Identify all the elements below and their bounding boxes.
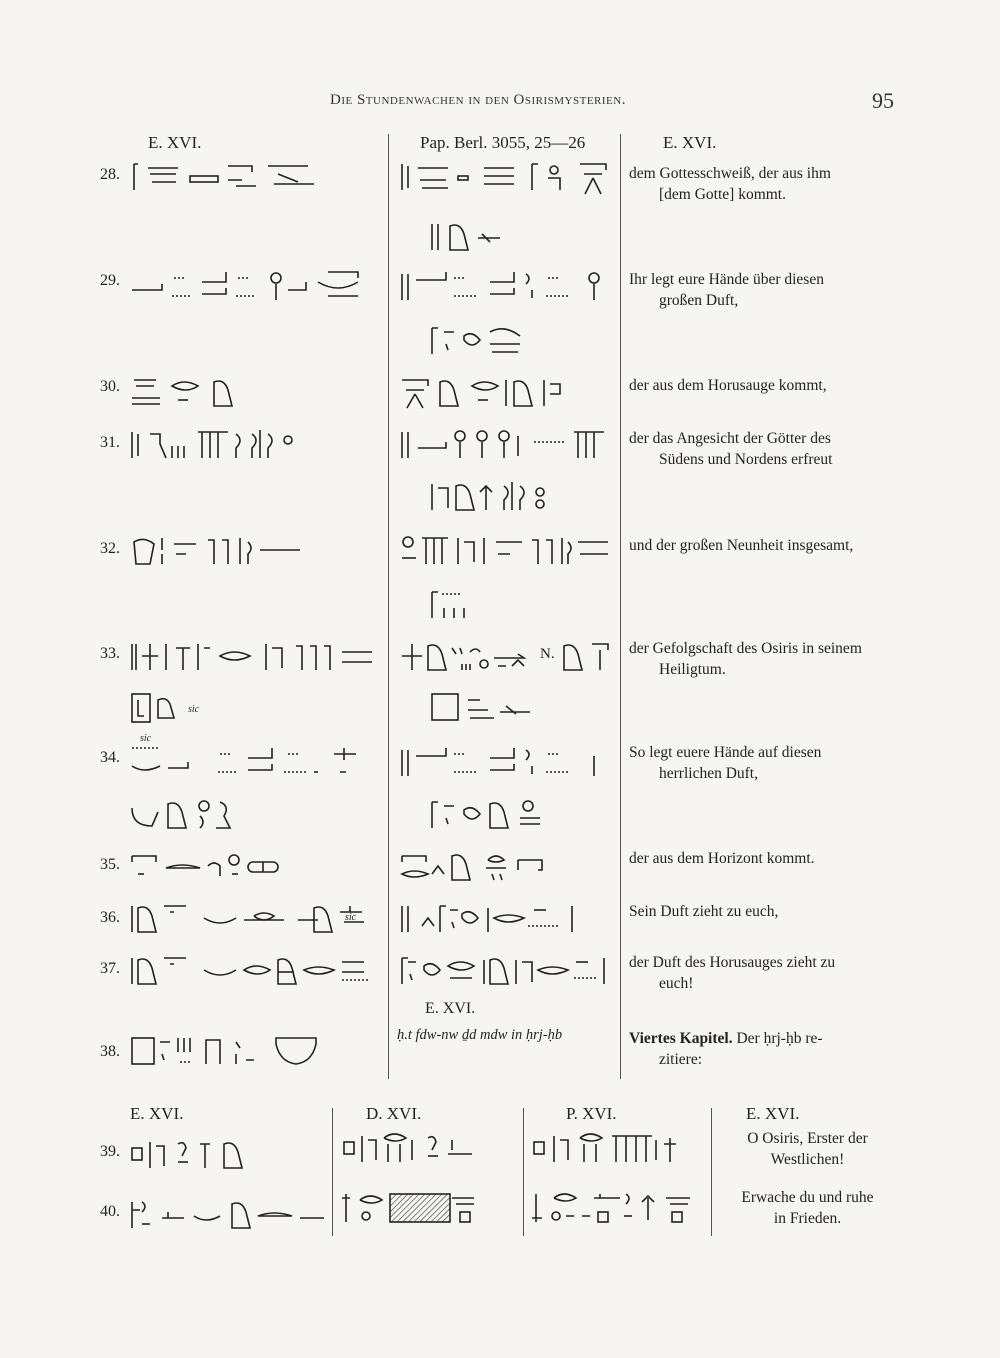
translation-33: der Gefolgschaft des Osiris in seinem Heiligtum.: [629, 640, 862, 678]
translation-30: der aus dem Horusauge kommt,: [629, 377, 827, 394]
hieroglyph-group: [398, 848, 558, 884]
line-number: 33.: [100, 645, 120, 662]
line-number: 36.: [100, 909, 120, 926]
line-number: 38.: [100, 1043, 120, 1060]
hieroglyph-group: [398, 900, 588, 936]
running-title: Die Stundenwachen in den Osirismysterien.: [330, 92, 626, 108]
bottom-header-e16-right: E. XVI.: [746, 1104, 800, 1123]
bottom-rule-3: [711, 1108, 712, 1236]
hieroglyph-group: [428, 218, 508, 254]
hieroglyph-group: [530, 1130, 690, 1166]
translation-36: Sein Duft zieht zu euch,: [629, 903, 779, 920]
line-number: 31.: [100, 434, 120, 451]
column-header-right: E. XVI.: [663, 133, 717, 152]
bottom-rule-2: [523, 1108, 524, 1236]
hieroglyph-group: [428, 586, 478, 622]
hieroglyph-group: [128, 160, 323, 196]
column-rule-right: [620, 134, 621, 1079]
column-header-left: E. XVI.: [148, 133, 202, 152]
hieroglyph-group: [128, 690, 183, 726]
transliteration: ḥ.t fdw-nw ḏd mdw in ḥrj-ḥb: [397, 1027, 563, 1043]
line-number: 37.: [100, 960, 120, 977]
line-number: 28.: [100, 166, 120, 183]
hieroglyph-group: [128, 744, 368, 780]
bottom-header-e16: E. XVI.: [130, 1104, 184, 1123]
mid-e16-label: E. XVI.: [425, 1000, 476, 1017]
bottom-header-p16: P. XVI.: [566, 1104, 617, 1123]
sic-label: sic: [140, 733, 152, 744]
hieroglyph-group: [398, 952, 613, 988]
column-rule-left: [388, 134, 389, 1079]
sic-label: sic: [188, 704, 200, 715]
translation-31: der das Angesicht der Götter des Südens und Nordens erfreut: [629, 430, 833, 468]
hieroglyph-group: [340, 1130, 490, 1166]
hieroglyph-group: [530, 1190, 700, 1226]
line-number: 40.: [100, 1203, 120, 1220]
hieroglyph-group: [128, 796, 248, 832]
hieroglyph-group: [128, 900, 378, 936]
hieroglyph-group: [398, 268, 613, 304]
hieroglyph-group: [428, 796, 558, 832]
hieroglyph-group: [128, 532, 318, 568]
hieroglyph-group: [340, 1190, 480, 1226]
line-number: 32.: [100, 540, 120, 557]
hieroglyph-group: [428, 690, 538, 726]
line-number: 30.: [100, 378, 120, 395]
page-number: 95: [872, 88, 894, 113]
hieroglyph-group: [128, 268, 368, 304]
hieroglyph-group: [128, 1034, 328, 1070]
line-number: 35.: [100, 856, 120, 873]
hieroglyph-group: [560, 638, 615, 674]
translation-39: O Osiris, Erster der Westlichen!: [747, 1130, 868, 1168]
translation-34: So legt euere Hände auf diesen herrlichen Duft,: [629, 744, 822, 782]
hieroglyph-group: [398, 160, 613, 196]
line-number: 29.: [100, 272, 120, 289]
line-number: 39.: [100, 1143, 120, 1160]
hieroglyph-group: [128, 374, 248, 410]
translation-40: Erwache du und ruhe in Frieden.: [741, 1189, 874, 1227]
n-marker: N.: [540, 646, 555, 662]
hieroglyph-group: [128, 848, 308, 884]
line-number: 34.: [100, 749, 120, 766]
hieroglyph-group: [398, 744, 613, 780]
hieroglyph-group: [398, 426, 613, 462]
translation-35: der aus dem Horizont kommt.: [629, 850, 815, 867]
translation-29: Ihr legt eure Hände über diesen großen Duft,: [629, 271, 824, 309]
hieroglyph-group: [398, 638, 538, 674]
chapter-heading: Viertes Kapitel. Der ḥrj-ḥb re- zitiere:: [629, 1030, 823, 1068]
hieroglyph-group: [128, 1196, 328, 1232]
hieroglyph-group: [128, 426, 298, 462]
chapter-title: Viertes Kapitel.: [629, 1030, 733, 1047]
sic-label: sic: [345, 912, 357, 923]
hieroglyph-group: [128, 952, 378, 988]
bottom-header-d16: D. XVI.: [366, 1104, 422, 1123]
hieroglyph-group: [128, 1136, 268, 1172]
hieroglyph-group: [428, 478, 558, 514]
translation-28: dem Gottesschweiß, der aus ihm [dem Gotte] kommt.: [629, 165, 831, 203]
hieroglyph-group: [398, 374, 568, 410]
hieroglyph-group: [398, 532, 613, 568]
translation-32: und der großen Neunheit insgesamt,: [629, 537, 854, 554]
hieroglyph-group: [428, 322, 528, 358]
translation-37: der Duft des Horusauges zieht zu euch!: [629, 954, 836, 992]
column-header-middle: Pap. Berl. 3055, 25—26: [420, 133, 586, 152]
hieroglyph-group: [128, 638, 378, 674]
bottom-rule-1: [332, 1108, 333, 1236]
